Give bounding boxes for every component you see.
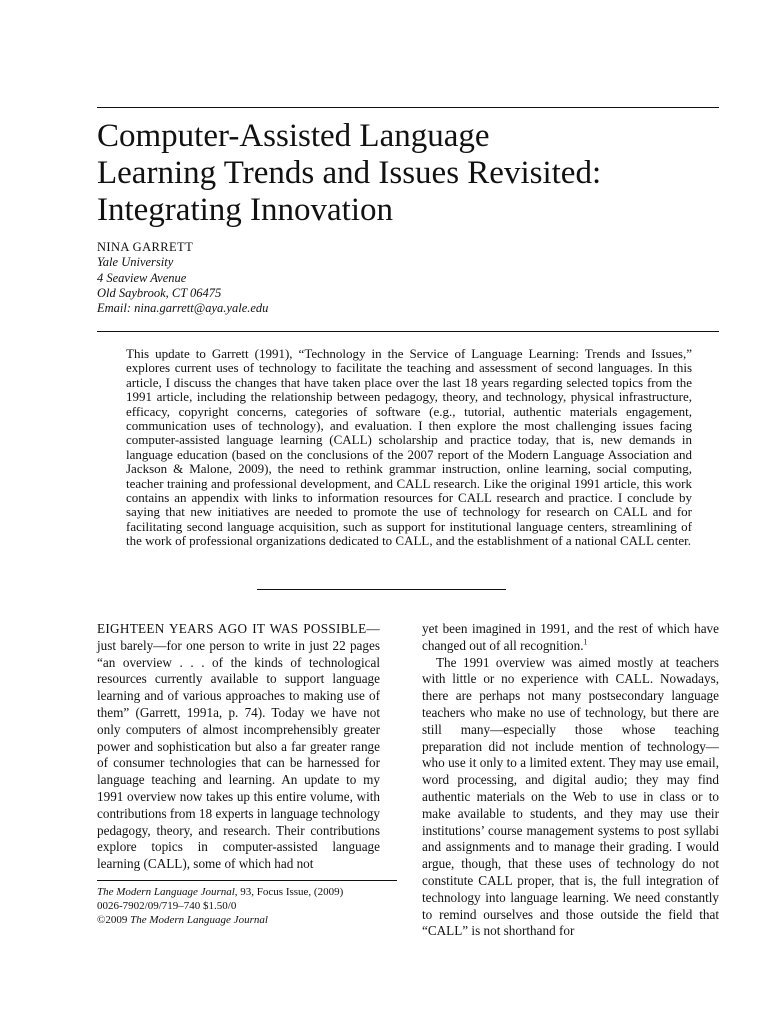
footer-citation <box>97 885 407 899</box>
body-right-paragraph-2: The 1991 overview was aimed mostly at teachers with little or no experience with CALL. Nowadays, there are perhaps not many postsecondary language teachers who make no use of technology, but there are still many—especially those whose teaching preparation did not include mention of technology—who use it only to a limited extent. They may use email, word processing, and digital audio; they may find authentic materials on the Web to use in class or to make available to students, and they may use their institutions’ course management systems to post syllabi and assignments and to manage their grading. I would argue, though, that these uses of technology do not constitute CALL proper, that is, the full integration of technology into language learning. We need constantly to remind ourselves and those outside the field that “CALL” is not shorthand for <box>422 654 719 939</box>
footnote-marker: 1 <box>583 637 588 647</box>
title-line-2: Learning Trends and Issues Revisited: <box>97 155 602 191</box>
author-name: NINA GARRETT <box>97 240 194 254</box>
title-line-1: Computer-Assisted Language <box>97 118 490 154</box>
footer-copyright <box>97 913 407 927</box>
body-left-text: just barely—for one person to write in just 22 pages “an overview . . . of the kinds of technological resources currently available to support language learning and of various approaches to making use of them” (Garrett, 1991a, p. 74). Today we have not only computers of almost incomprehensibly greater power and sophistication but also a far greater range of consumer technologies that can be harnessed for language teaching and learning. An update to my 1991 overview now takes up this entire volume, with contributions from 18 experts in language technology pedagogy, theory, and research. Their contributions explore topics in computer-assisted language learning (CALL), some of which had not <box>97 637 380 872</box>
footer-issue: , 93, Focus Issue, (2009) <box>234 886 344 898</box>
journal-footer <box>97 885 407 927</box>
section-divider <box>257 589 506 590</box>
body-column-left <box>97 621 380 873</box>
top-rule <box>97 107 719 108</box>
footer-copyright-journal: The Modern Language Journal <box>130 914 268 926</box>
abstract-top-rule <box>97 331 719 332</box>
author-affiliation-city: Old Saybrook, CT 06475 <box>97 285 222 300</box>
footer-rule <box>97 880 397 881</box>
article-title <box>97 118 737 229</box>
body-right-paragraph-1: yet been imagined in 1991, and the rest of which have changed out of all recognition. <box>422 621 719 653</box>
body-column-right <box>422 621 719 940</box>
title-line-3: Integrating Innovation <box>97 192 394 228</box>
footer-code: 0026-7902/09/719–740 $1.50/0 <box>97 900 237 912</box>
abstract: This update to Garrett (1991), “Technology in the Service of Language Learning: Trends and Issues,” explores current uses of technology to facilitate the teaching and assessment of second languages. In this article, I discuss the changes that have taken place over the last 18 years regarding selected topics from the 1991 article, including the relationship between pedagogy, theory, and technology, physical infrastructure, efficacy, copyright concerns, categories of software (e.g., tutorial, authentic materials engagement, communication uses of technology), and evaluation. I then explore the most challenging issues facing computer-assisted language learning (CALL) scholarship and practice today, that is, new demands in language education (based on the conclusions of the 2007 report of the Modern Language Association and Jackson & Malone, 2009), the need to rethink grammar instruction, online learning, social computing, teacher training and professional development, and CALL research. Like the original 1991 article, this work contains an appendix with links to information resources for CALL research and practice. I conclude by saying that new initiatives are needed to promote the use of technology for research on CALL and for facilitating second language acquisition, such as support for institutional language centers, streamlining of the work of professional organizations dedicated to CALL, and the establishment of a national CALL center. <box>126 346 692 549</box>
footer-journal-name: The Modern Language Journal <box>97 886 235 898</box>
author-block <box>97 240 268 316</box>
author-affiliation-university: Yale University <box>97 255 174 270</box>
body-lead-caps: EIGHTEEN YEARS AGO IT WAS POSSIBLE— <box>97 621 380 636</box>
author-affiliation-street: 4 Seaview Avenue <box>97 270 187 285</box>
footer-copyright-prefix: ©2009 <box>97 914 131 926</box>
author-email: Email: nina.garrett@aya.yale.edu <box>97 301 269 316</box>
